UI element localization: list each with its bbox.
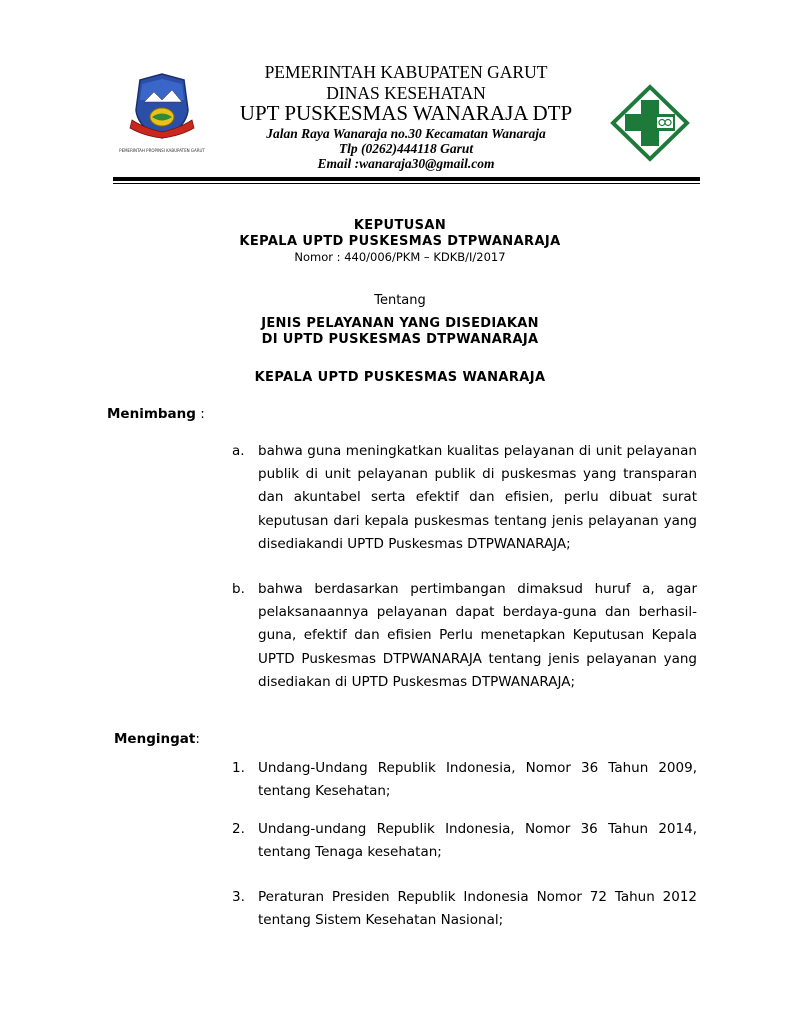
letterhead-institution: UPT PUSKESMAS WANARAJA DTP	[239, 101, 573, 125]
letterhead-rule-thick	[113, 177, 700, 181]
emblem-caption	[119, 148, 205, 153]
mengingat-item-text: Peraturan Presiden Republik Indonesia Nomor 72 Tahun 2012 tentang Sistem Kesehatan Nasional;	[258, 889, 697, 929]
letterhead-department: DINAS KESEHATAN	[326, 83, 486, 103]
doc-tentang: Tentang	[374, 293, 426, 308]
doc-subject-line1: JENIS PELAYANAN YANG DISEDIAKAN	[261, 316, 539, 331]
menimbang-item	[232, 578, 697, 694]
emblem-caption-text: PEMERINTAH PROPINSI KABUPATEN GARUT	[119, 148, 205, 153]
menimbang-item-mark: b.	[232, 581, 245, 597]
mengingat-label-text: Mengingat	[114, 731, 196, 747]
doc-type: KEPUTUSAN	[353, 218, 447, 233]
menimbang-label	[107, 406, 205, 422]
doc-number: Nomor : 440/006/PKM – KDKB/I/2017	[294, 250, 506, 264]
mengingat-item	[232, 757, 697, 803]
letterhead-address: Jalan Raya Wanaraja no.30 Kecamatan Wanaraja	[266, 126, 546, 141]
doc-issuer: KEPALA UPTD PUSKESMAS WANARAJA	[254, 370, 546, 385]
menimbang-item-text: bahwa berdasarkan pertimbangan dimaksud huruf a, agar pelaksanaannya pelayanan dapat berdaya-guna dan berhasil-guna, efektif dan efisien Perlu menetapkan Keputusan Kepala UPTD Puskesmas DTPWANARAJA tentang jenis pelayanan yang disediakan di UPTD Puskesmas DTPWANARAJA;	[258, 581, 697, 690]
mengingat-item	[232, 886, 697, 932]
mengingat-item-mark: 2.	[232, 821, 245, 837]
menimbang-colon: :	[195, 406, 205, 422]
puskesmas-logo	[610, 84, 690, 162]
mengingat-colon: :	[195, 731, 200, 747]
menimbang-item-text: bahwa guna meningkatkan kualitas pelayanan di unit pelayanan publik di unit pelayanan publik di puskesmas yang transparan dan akuntabel serta efektif dan efisien, perlu dibuat surat keputusan dari kepala puskesmas tentang jenis pelayanan yang disediakandi UPTD Puskesmas DTPWANARAJA;	[258, 443, 697, 552]
doc-issuer-title: KEPALA UPTD PUSKESMAS DTPWANARAJA	[239, 234, 561, 249]
mengingat-item	[232, 818, 697, 864]
letterhead-government: PEMERINTAH KABUPATEN GARUT	[264, 62, 548, 82]
mengingat-item-text: Undang-undang Republik Indonesia, Nomor 36 Tahun 2014, tentang Tenaga kesehatan;	[258, 821, 697, 861]
letterhead-rule-thin	[113, 183, 700, 184]
letterhead-email: Email :wanaraja30@gmail.com	[317, 156, 495, 171]
mengingat-item-mark: 1.	[232, 760, 245, 776]
menimbang-label-text: Menimbang	[107, 406, 196, 422]
garut-regency-emblem	[119, 70, 205, 162]
mengingat-item-mark: 3.	[232, 889, 245, 905]
menimbang-item-mark: a.	[232, 443, 245, 459]
menimbang-item	[232, 440, 697, 556]
doc-subject-line2: DI UPTD PUSKESMAS DTPWANARAJA	[261, 332, 539, 347]
mengingat-label	[114, 731, 200, 747]
mengingat-item-text: Undang-Undang Republik Indonesia, Nomor 36 Tahun 2009, tentang Kesehatan;	[258, 760, 697, 800]
letterhead-phone: Tlp (0262)444118 Garut	[338, 141, 474, 156]
